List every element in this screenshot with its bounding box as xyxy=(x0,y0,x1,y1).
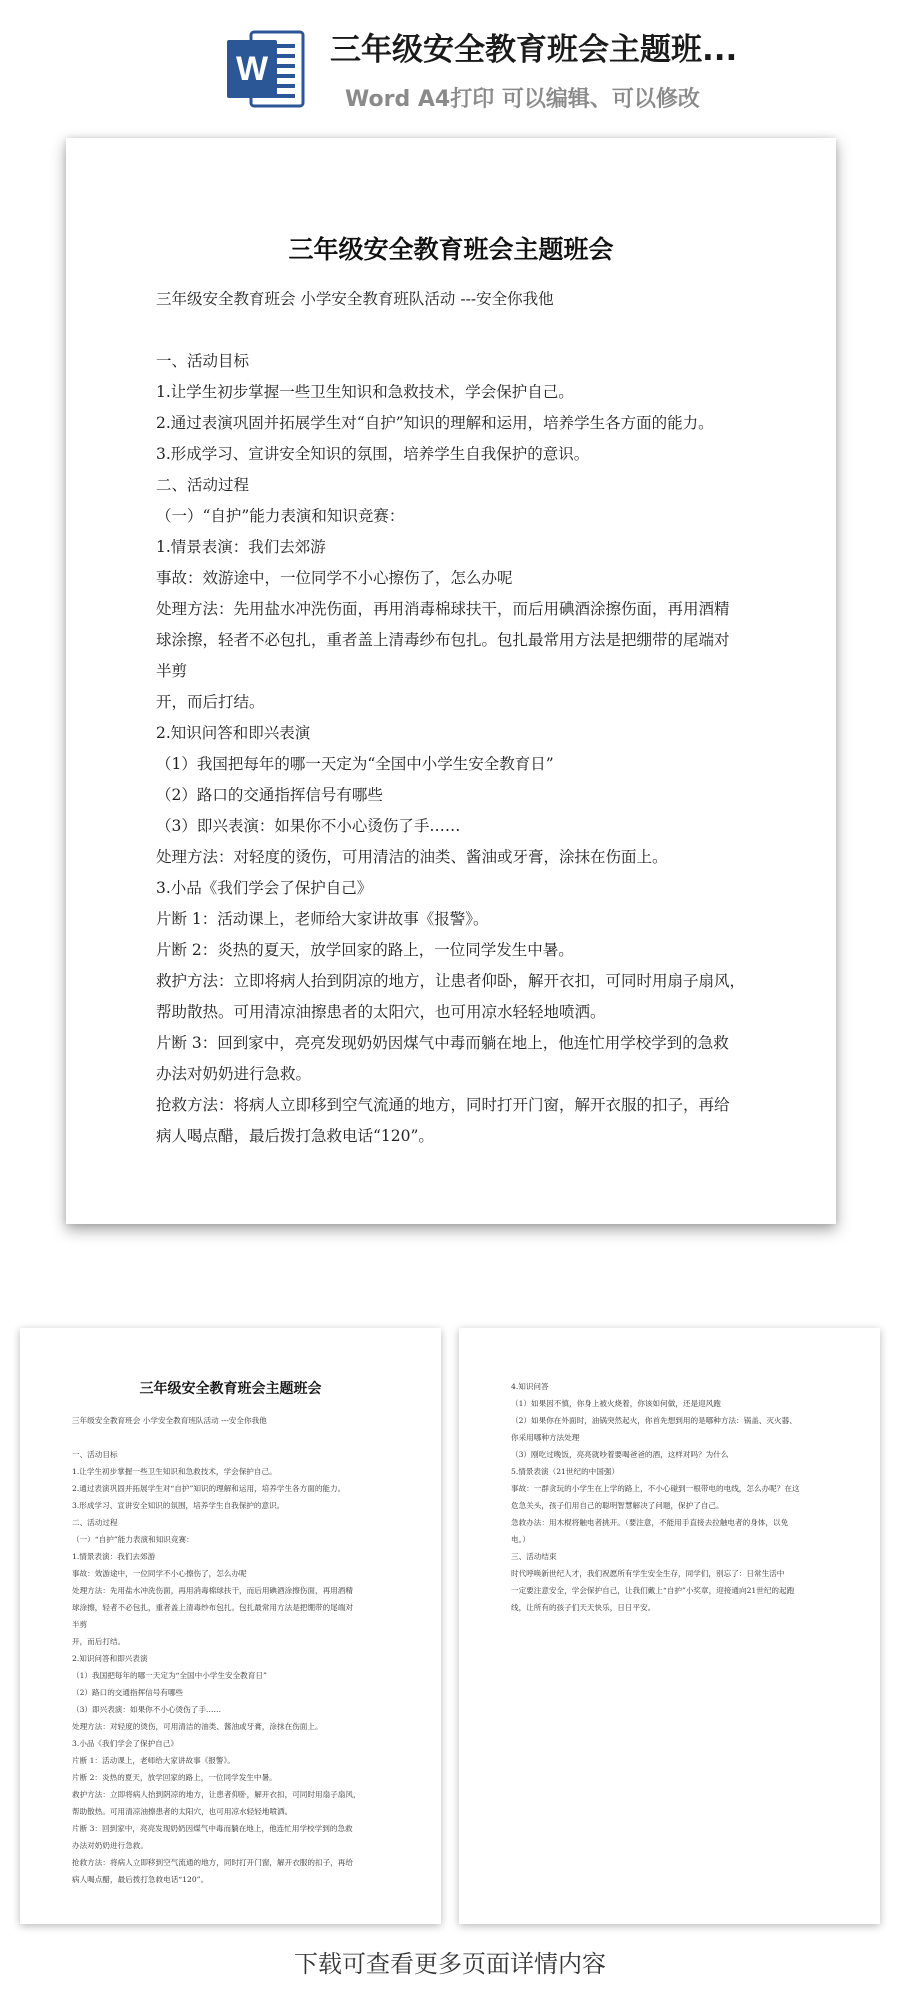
text-line: （3）刚吃过晚饭，亮亮就吵着要喝爸爸的酒，这样对吗？为什么 xyxy=(511,1450,729,1459)
text-line: 1.情景表演：我们去郊游 xyxy=(156,538,326,556)
text-line: 1.让学生初步掌握一些卫生知识和急救技术，学会保护自己。 xyxy=(72,1467,277,1476)
text-line: 1.情景表演：我们去郊游 xyxy=(72,1552,156,1561)
text-line: 三年级安全教育班会 小学安全教育班队活动 ---安全你我他 xyxy=(156,290,554,308)
text-line: 半剪 xyxy=(72,1620,88,1629)
text-line: 片断 3：回到家中，亮亮发现奶奶因煤气中毒而躺在地上，他连忙用学校学到的急救 xyxy=(156,1034,729,1052)
document-header xyxy=(0,0,900,130)
text-line: 开，而后打结。 xyxy=(72,1637,126,1646)
text-line: 帮助散热。可用清凉油擦患者的太阳穴，也可用凉水轻轻地喷洒。 xyxy=(156,1003,606,1021)
thumbnail-title: 三年级安全教育班会主题班会 xyxy=(139,1381,322,1397)
text-line: 一、活动目标 xyxy=(156,352,250,370)
text-line: 3.小品《我们学会了保护自己》 xyxy=(156,879,373,897)
text-line: 片断 1：活动课上，老师给大家讲故事《报警》。 xyxy=(156,910,489,928)
text-line: （1）我国把每年的哪一天定为“全国中小学生安全教育日” xyxy=(72,1671,267,1680)
text-line: 二、活动过程 xyxy=(156,476,250,494)
text-line: 处理方法：先用盐水冲洗伤面，再用消毒棉球扶干，而后用碘酒涂擦伤面，再用酒精 xyxy=(156,600,730,618)
text-line: 电。） xyxy=(511,1535,530,1544)
text-line: 球涂擦，轻者不必包扎，重者盖上清毒纱布包扎。包扎最常用方法是把绷带的尾端对 xyxy=(156,631,730,649)
text-line: 3.形成学习、宣讲安全知识的氛围，培养学生自我保护的意识。 xyxy=(156,445,590,463)
text-line: 时代呼唤新世纪人才，我们祝愿所有学生安全生存，同学们，别忘了：日常生活中 xyxy=(511,1569,785,1578)
text-line: 3.小品《我们学会了保护自己》 xyxy=(72,1739,178,1748)
text-line: 三年级安全教育班会 小学安全教育班队活动 ---安全你我他 xyxy=(72,1416,267,1425)
text-line: 球涂擦，轻者不必包扎，重者盖上清毒纱布包扎。包扎最常用方法是把绷带的尾端对 xyxy=(72,1603,353,1612)
document-page-preview xyxy=(66,138,836,1224)
word-icon-letter: W xyxy=(235,50,269,88)
thumbnail-body xyxy=(511,1378,851,1616)
text-line: 一定要注意安全，学会保护自己，让我们戴上“自护”小奖章，迎接通向21世纪的起跑 xyxy=(511,1586,795,1595)
text-line: 救护方法：立即将病人抬到阴凉的地方，让患者仰卧，解开衣扣，可同时用扇子扇风， xyxy=(156,972,746,990)
text-line: 4.知识问答 xyxy=(511,1382,549,1391)
text-line: 事故：效游途中，一位同学不小心擦伤了，怎么办呢 xyxy=(72,1569,247,1578)
text-line: 3.形成学习、宣讲安全知识的氛围，培养学生自我保护的意识。 xyxy=(72,1501,285,1510)
text-line: 2.知识问答和即兴表演 xyxy=(156,724,311,742)
text-line: 危急关头，孩子们用自己的聪明智慧解决了问题，保护了自己。 xyxy=(511,1501,724,1510)
text-line: 一、活动目标 xyxy=(72,1450,118,1459)
text-line: 帮助散热。可用清凉油擦患者的太阳穴，也可用凉水轻轻地喷洒。 xyxy=(72,1807,293,1816)
text-line: 线，让所有的孩子们天天快乐，日日平安。 xyxy=(511,1603,656,1612)
page-thumbnail-2[interactable] xyxy=(459,1328,880,1924)
download-more-link[interactable]: 下载可查看更多页面详情内容 xyxy=(294,1950,606,1978)
text-line: 急救办法：用木棍将触电者挑开。（要注意，不能用手直接去拉触电者的身体，以免 xyxy=(511,1518,789,1527)
text-line: 处理方法：对轻度的烫伤，可用清洁的油类、酱油或牙膏，涂抹在伤面上。 xyxy=(156,848,668,866)
text-line: 办法对奶奶进行急救。 xyxy=(72,1841,148,1850)
text-line: （1）我国把每年的哪一天定为“全国中小学生安全教育日” xyxy=(156,755,554,773)
text-line: 1.让学生初步掌握一些卫生知识和急救技术，学会保护自己。 xyxy=(156,383,574,401)
text-line: 处理方法：对轻度的烫伤，可用清洁的油类、酱油或牙膏，涂抹在伤面上。 xyxy=(72,1722,323,1731)
text-line: 事故：效游途中，一位同学不小心擦伤了，怎么办呢 xyxy=(156,569,513,587)
text-line: 片断 2：炎热的夏天，放学回家的路上，一位同学发生中暑。 xyxy=(156,941,574,959)
text-line: 抢救方法：将病人立即移到空气流通的地方，同时打开门窗，解开衣服的扣子，再给 xyxy=(72,1858,353,1867)
text-line: （2）路口的交通指挥信号有哪些 xyxy=(156,786,383,804)
text-line: 开，而后打结。 xyxy=(156,693,265,711)
text-line: 2.知识问答和即兴表演 xyxy=(72,1654,148,1663)
text-line: 病人喝点醋，最后拨打急救电话“120”。 xyxy=(156,1127,434,1145)
page-title: 三年级安全教育班会主题班... xyxy=(330,32,738,68)
text-line: 三、活动结束 xyxy=(511,1552,557,1561)
document-title: 三年级安全教育班会主题班会 xyxy=(288,235,614,264)
text-line: 办法对奶奶进行急救。 xyxy=(156,1065,312,1083)
text-line: 处理方法：先用盐水冲洗伤面，再用消毒棉球扶干，而后用碘酒涂擦伤面，再用酒精 xyxy=(72,1586,353,1595)
text-line: 抢救方法：将病人立即移到空气流通的地方，同时打开门窗，解开衣服的扣子，再给 xyxy=(156,1096,730,1114)
text-line: （3）即兴表演：如果你不小心烫伤了手…… xyxy=(156,817,461,835)
page-subtitle: Word A4打印 可以编辑、可以修改 xyxy=(345,87,700,112)
document-body xyxy=(156,284,756,1152)
text-line: 病人喝点醋，最后拨打急救电话“120”。 xyxy=(72,1875,209,1884)
text-line: （1）如果因不慎，你身上被火烧着，你该如何做，还是迎风跑 xyxy=(511,1399,721,1408)
text-line: 二、活动过程 xyxy=(72,1518,118,1527)
text-line xyxy=(156,315,756,346)
text-line: 2.通过表演巩固并拓展学生对“自护”知识的理解和运用，培养学生各方面的能力。 xyxy=(156,414,714,432)
text-line: （2）路口的交通指挥信号有哪些 xyxy=(72,1688,184,1697)
text-line: （2）如果你在外面时，油锅突然起火，你首先想到用的是哪种方法：锅盖、灭火器、 xyxy=(511,1416,797,1425)
word-icon xyxy=(225,26,309,112)
text-line: 5.情景表演（21世纪的中国强） xyxy=(511,1467,620,1476)
text-line: 事故：一群贪玩的小学生在上学的路上，不小心碰到一根带电的电线，怎么办呢？在这 xyxy=(511,1484,800,1493)
text-line: （一）“自护”能力表演和知识竞赛： xyxy=(72,1535,194,1544)
text-line: 你采用哪种方法处理 xyxy=(511,1433,580,1442)
text-line: 片断 1：活动课上，老师给大家讲故事《报警》。 xyxy=(72,1756,235,1765)
text-line: （一）“自护”能力表演和知识竞赛： xyxy=(156,507,405,525)
text-line: 片断 3：回到家中，亮亮发现奶奶因煤气中毒而躺在地上，他连忙用学校学到的急救 xyxy=(72,1824,353,1833)
text-line: 救护方法：立即将病人抬到阴凉的地方，让患者仰卧，解开衣扣，可同时用扇子扇风， xyxy=(72,1790,361,1799)
text-line: （3）即兴表演：如果你不小心烫伤了手…… xyxy=(72,1705,222,1714)
text-line xyxy=(72,1429,412,1446)
text-line: 片断 2：炎热的夏天，放学回家的路上，一位同学发生中暑。 xyxy=(72,1773,277,1782)
text-line: 2.通过表演巩固并拓展学生对“自护”知识的理解和运用，培养学生各方面的能力。 xyxy=(72,1484,346,1493)
text-line: 半剪 xyxy=(156,662,188,680)
page-thumbnail-1[interactable] xyxy=(20,1328,441,1924)
thumbnail-body xyxy=(72,1412,412,1888)
